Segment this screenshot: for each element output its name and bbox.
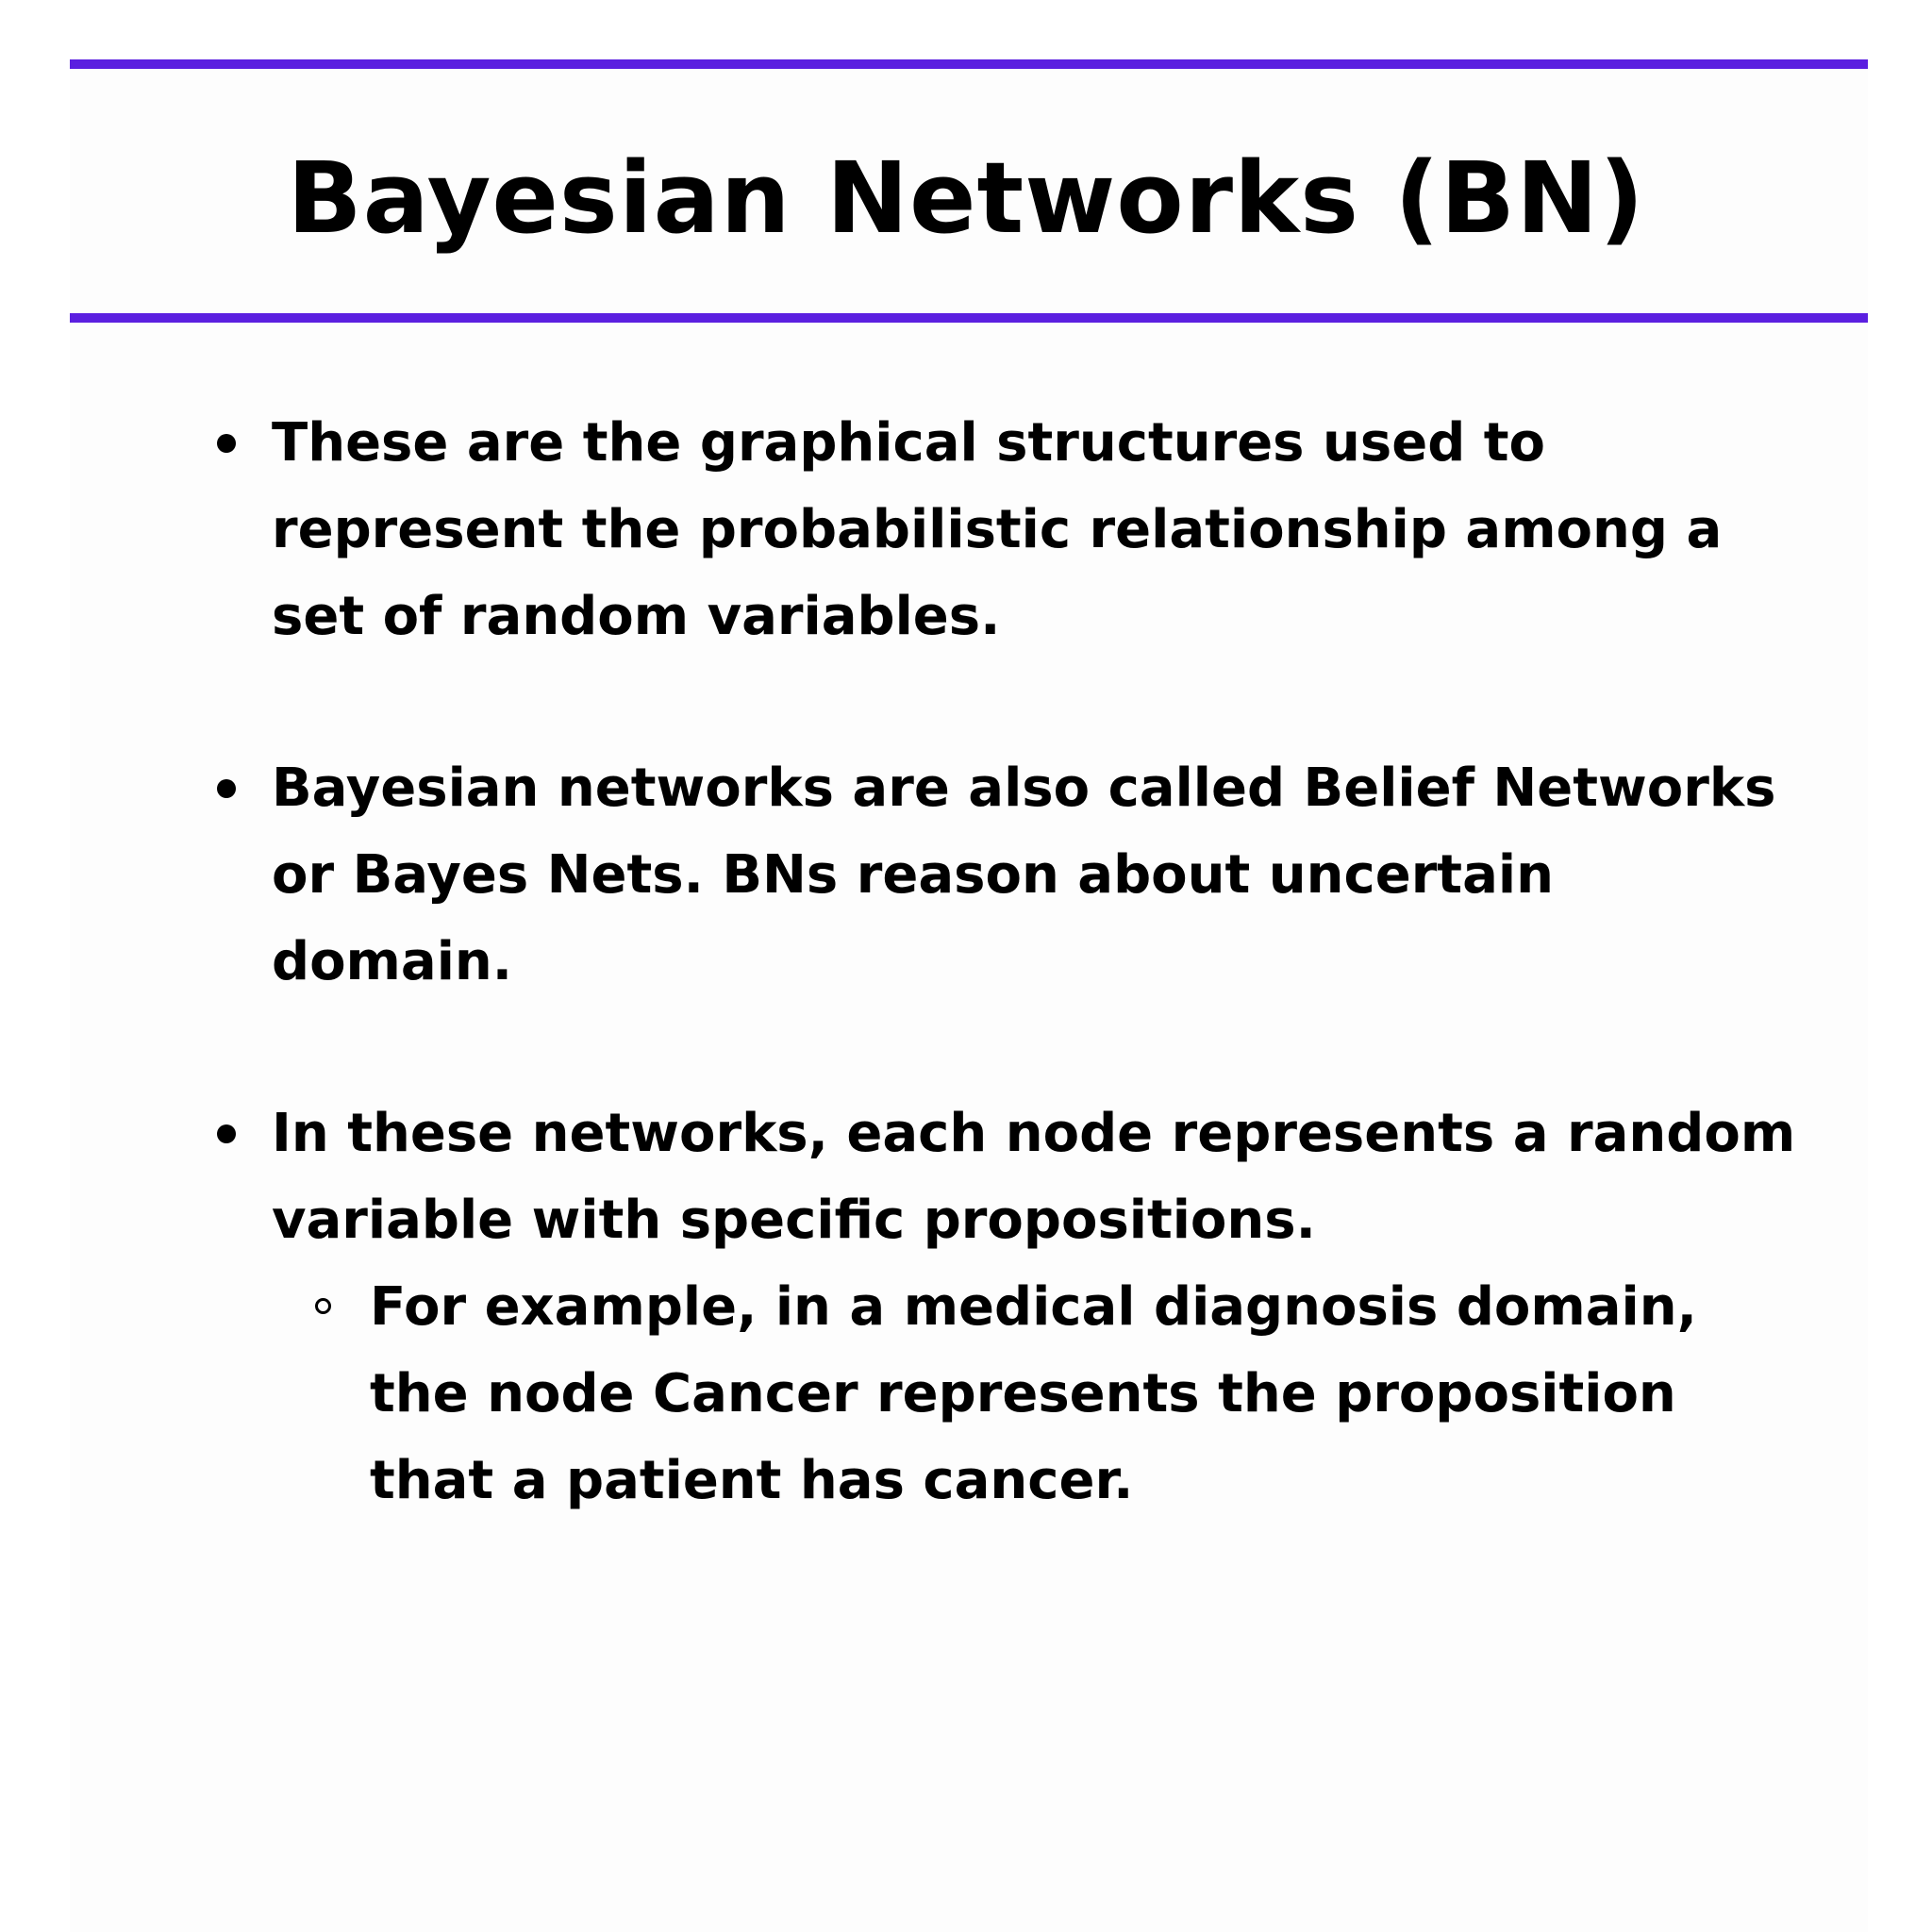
bullet-dot-icon bbox=[217, 779, 236, 798]
title-bottom-rule bbox=[70, 313, 1868, 323]
bullet-item bbox=[208, 400, 1811, 660]
slide-title: Bayesian Networks (BN) bbox=[287, 141, 1645, 256]
bullet-list bbox=[208, 400, 1811, 1524]
sub-bullet-item bbox=[272, 1264, 1811, 1524]
bullet-dot-icon bbox=[217, 434, 236, 453]
bullet-dot-icon bbox=[217, 1124, 236, 1143]
bullet-item bbox=[208, 1091, 1811, 1524]
bullet-text: These are the graphical structures used to represent the probabilistic relationship among a set of random variables. bbox=[272, 412, 1723, 647]
hollow-circle-bullet-icon bbox=[315, 1298, 331, 1314]
bullet-text: Bayesian networks are also called Belief Networks or Bayes Nets. BNs reason about uncertain domain. bbox=[272, 758, 1776, 992]
bullet-text: In these networks, each node represents a random variable with specific propositions. bbox=[272, 1103, 1796, 1251]
bullet-item bbox=[208, 745, 1811, 1006]
title-top-rule bbox=[70, 59, 1868, 69]
sub-bullet-list bbox=[272, 1264, 1811, 1524]
sub-bullet-text: For example, in a medical diagnosis domain, the node Cancer represents the proposition that a patient has cancer. bbox=[370, 1276, 1697, 1511]
